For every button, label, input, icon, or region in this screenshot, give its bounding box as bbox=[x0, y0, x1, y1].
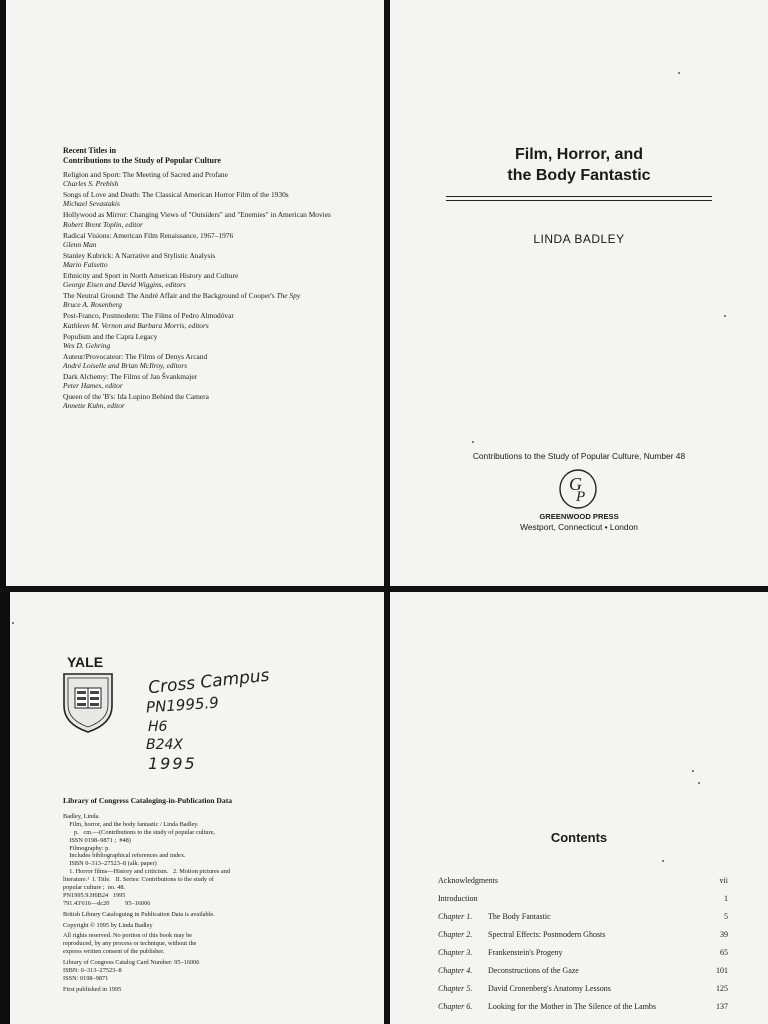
handwritten-callnumber: PN1995.9 bbox=[145, 693, 220, 717]
toc-page-number: 1 bbox=[724, 894, 728, 903]
cip-line: Library of Congress Catalog Card Number: 95–16006 bbox=[63, 959, 200, 967]
cip-record bbox=[63, 813, 363, 994]
toc-entry bbox=[438, 948, 728, 966]
cip-line: Filmography: p. bbox=[63, 844, 110, 852]
cip-line: All rights reserved. No portion of this book may be bbox=[63, 932, 193, 940]
cip-line: ISSN: 0198–9871 bbox=[63, 974, 109, 982]
series-item-title: Post-Franco, Postmodern: The Films of Pedro Almodóvar bbox=[63, 311, 234, 321]
scan-speck bbox=[12, 622, 14, 624]
series-item bbox=[63, 231, 363, 250]
series-item-title: Auteur/Provocateur: The Films of Denys Arcand bbox=[63, 351, 208, 361]
svg-text:P: P bbox=[576, 489, 586, 505]
series-item-title: The Neutral Ground: The André Affair and the Background of Cooper's bbox=[63, 291, 275, 301]
cip-line: Includes bibliographical references and index. bbox=[63, 852, 186, 860]
series-item-title: Dark Alchemy: The Films of Jan Švankmajer bbox=[63, 371, 198, 381]
series-item bbox=[63, 170, 363, 189]
svg-text:G: G bbox=[569, 474, 582, 494]
series-item bbox=[63, 332, 363, 351]
yale-shield-icon bbox=[62, 672, 114, 734]
scan-speck bbox=[678, 72, 680, 74]
toc-chapter-label: Chapter 1. bbox=[438, 912, 473, 921]
scan-speck bbox=[472, 441, 474, 443]
toc-title: Introduction bbox=[438, 894, 478, 903]
page-series-list bbox=[0, 0, 384, 586]
cip-line: British Library Cataloguing in Publication Data is available. bbox=[63, 910, 215, 918]
cip-line: ISBN 0–313–27523–8 (alk. paper) bbox=[63, 860, 157, 868]
series-item-title: Radical Visions: American Film Renaissance, 1967–1976 bbox=[63, 230, 234, 240]
series-item bbox=[63, 210, 363, 229]
toc-title: Deconstructions of the Gaze bbox=[488, 966, 579, 975]
toc-title: Acknowledgments bbox=[438, 876, 498, 885]
series-item-title: Populism and the Capra Legacy bbox=[63, 331, 158, 341]
series-item-title: Ethnicity and Sport in North American History and Culture bbox=[63, 270, 239, 280]
series-item-author: Mario Falsetto bbox=[63, 260, 108, 270]
page-title-page bbox=[390, 0, 768, 586]
publisher-name: GREENWOOD PRESS bbox=[539, 512, 619, 521]
cip-line: ISBN: 0–313–27523–8 bbox=[63, 967, 122, 975]
series-item-title: Songs of Love and Death: The Classical American Horror Film of the 1930s bbox=[63, 190, 289, 200]
page-edge-shadow bbox=[0, 0, 6, 586]
series-item bbox=[63, 392, 363, 411]
book-title bbox=[430, 144, 728, 186]
cip-line: Film, horror, and the body fantastic / Linda Badley. bbox=[63, 820, 199, 828]
toc-page-number: vii bbox=[719, 876, 728, 885]
scan-speck bbox=[724, 315, 726, 317]
toc-chapter-label: Chapter 5. bbox=[438, 984, 473, 993]
series-number-line: Contributions to the Study of Popular Culture, Number 48 bbox=[472, 451, 686, 461]
series-item-author: Bruce A. Rosenberg bbox=[63, 300, 122, 310]
toc-page-number: 137 bbox=[716, 1002, 728, 1011]
toc-page-number: 101 bbox=[716, 966, 728, 975]
series-item bbox=[63, 190, 363, 209]
series-heading-line1: Recent Titles in bbox=[63, 146, 117, 155]
series-item bbox=[63, 352, 363, 371]
toc-page-number: 65 bbox=[720, 948, 728, 957]
title-rule-bottom bbox=[446, 200, 712, 201]
series-item bbox=[63, 251, 363, 270]
series-item-author: Kathleen M. Vernon and Barbara Morris, editors bbox=[63, 320, 209, 330]
toc-chapter-label: Chapter 6. bbox=[438, 1002, 473, 1011]
title-rule-top bbox=[446, 196, 712, 197]
cip-line: reproduced, by any process or technique, without the bbox=[63, 940, 197, 948]
toc-entry bbox=[438, 876, 728, 894]
series-item-title-italic: The Spy bbox=[276, 291, 301, 301]
series-item bbox=[63, 291, 363, 310]
series-item-title: Stanley Kubrick: A Narrative and Stylistic Analysis bbox=[63, 250, 216, 260]
library-stamp-label: YALE bbox=[67, 654, 104, 670]
cip-line: ISSN 0198–9871 ; #48) bbox=[63, 836, 131, 844]
scan-speck bbox=[692, 770, 694, 772]
toc-page-number: 39 bbox=[720, 930, 728, 939]
series-item-author: André Loiselle and Brian McIlroy, editors bbox=[63, 360, 188, 370]
cip-line: popular culture ; no. 48. bbox=[63, 884, 126, 892]
toc-title: Frankenstein's Progeny bbox=[488, 948, 563, 957]
cip-heading: Library of Congress Cataloging-in-Publication Data bbox=[63, 796, 233, 805]
handwritten-year: 1995 bbox=[148, 754, 197, 773]
series-item bbox=[63, 271, 363, 290]
series-heading-line2: Contributions to the Study of Popular Culture bbox=[63, 156, 221, 165]
toc-chapter-label: Chapter 3. bbox=[438, 948, 473, 957]
toc-chapter-label: Chapter 4. bbox=[438, 966, 473, 975]
toc-title: David Cronenberg's Anatomy Lessons bbox=[488, 984, 611, 993]
cip-line: p. cm.—(Contributions to the study of popular culture, bbox=[63, 828, 215, 836]
toc-entry bbox=[438, 984, 728, 1002]
handwritten-location: Cross Campus bbox=[147, 665, 271, 699]
series-item-title: Religion and Sport: The Meeting of Sacred and Profane bbox=[63, 170, 228, 179]
publisher-place: Westport, Connecticut • London bbox=[520, 522, 638, 532]
toc-title: Looking for the Mother in The Silence of the Lambs bbox=[488, 1002, 657, 1011]
cip-line: 791.43'616—dc20 95–16006 bbox=[63, 899, 151, 907]
contents-heading: Contents bbox=[550, 830, 608, 845]
series-item-author: Wes D. Gehring bbox=[63, 340, 111, 350]
cip-line: Copyright © 1995 by Linda Badley bbox=[63, 921, 153, 929]
series-item-author: Annette Kuhn, editor bbox=[63, 401, 125, 411]
toc-entry bbox=[438, 930, 728, 948]
cip-line: First published in 1995 bbox=[63, 985, 122, 993]
toc-entry bbox=[438, 966, 728, 984]
handwritten-cutter1: H6 bbox=[148, 719, 168, 735]
toc-title: The Body Fantastic bbox=[488, 912, 551, 921]
series-item-title: Hollywood as Mirror: Changing Views of "Outsiders" and "Enemies" in American Movies bbox=[63, 210, 331, 220]
cip-line: literature.¹ I. Title. II. Series: Contributions to the study of bbox=[63, 876, 214, 884]
table-of-contents bbox=[438, 876, 728, 1020]
series-item-author: Glenn Man bbox=[63, 239, 97, 249]
series-item-author: Michael Sevastakis bbox=[63, 199, 120, 209]
series-item-author: George Eisen and David Wiggins, editors bbox=[63, 280, 186, 290]
cip-line: express written consent of the publisher. bbox=[63, 948, 165, 956]
toc-entry bbox=[438, 912, 728, 930]
book-title-line1: Film, Horror, and bbox=[514, 146, 643, 163]
toc-entry bbox=[438, 894, 728, 912]
page-copyright bbox=[0, 592, 384, 1024]
toc-page-number: 5 bbox=[724, 912, 728, 921]
series-item-author: Robert Brent Toplin, editor bbox=[63, 219, 143, 229]
series-item-author: Peter Hames, editor bbox=[63, 381, 123, 391]
book-author: LINDA BADLEY bbox=[533, 232, 625, 246]
series-heading bbox=[63, 146, 363, 166]
cip-line: Badley, Linda. bbox=[63, 813, 100, 820]
series-item-title: Queen of the 'B's: Ida Lupino Behind the Camera bbox=[63, 392, 209, 402]
scan-speck bbox=[698, 782, 700, 784]
page-edge-shadow bbox=[0, 592, 10, 1024]
toc-page-number: 125 bbox=[716, 984, 728, 993]
toc-entry bbox=[438, 1002, 728, 1020]
cip-line: PN1995.9.H6B24 1995 bbox=[63, 891, 126, 899]
book-title-line2: the Body Fantastic bbox=[507, 167, 651, 184]
series-title-list bbox=[63, 170, 363, 412]
cip-line: 1. Horror films—History and criticism. 2. Motion pictures and bbox=[63, 868, 231, 876]
series-item-author: Charles S. Prebish bbox=[63, 179, 119, 189]
greenwood-press-logo bbox=[557, 468, 599, 510]
toc-chapter-label: Chapter 2. bbox=[438, 930, 473, 939]
handwritten-cutter2: B24X bbox=[146, 737, 184, 753]
series-item bbox=[63, 372, 363, 391]
scan-speck bbox=[662, 860, 664, 862]
series-item bbox=[63, 311, 363, 330]
toc-title: Spectral Effects: Postmodern Ghosts bbox=[488, 930, 606, 939]
page-contents bbox=[390, 592, 768, 1024]
